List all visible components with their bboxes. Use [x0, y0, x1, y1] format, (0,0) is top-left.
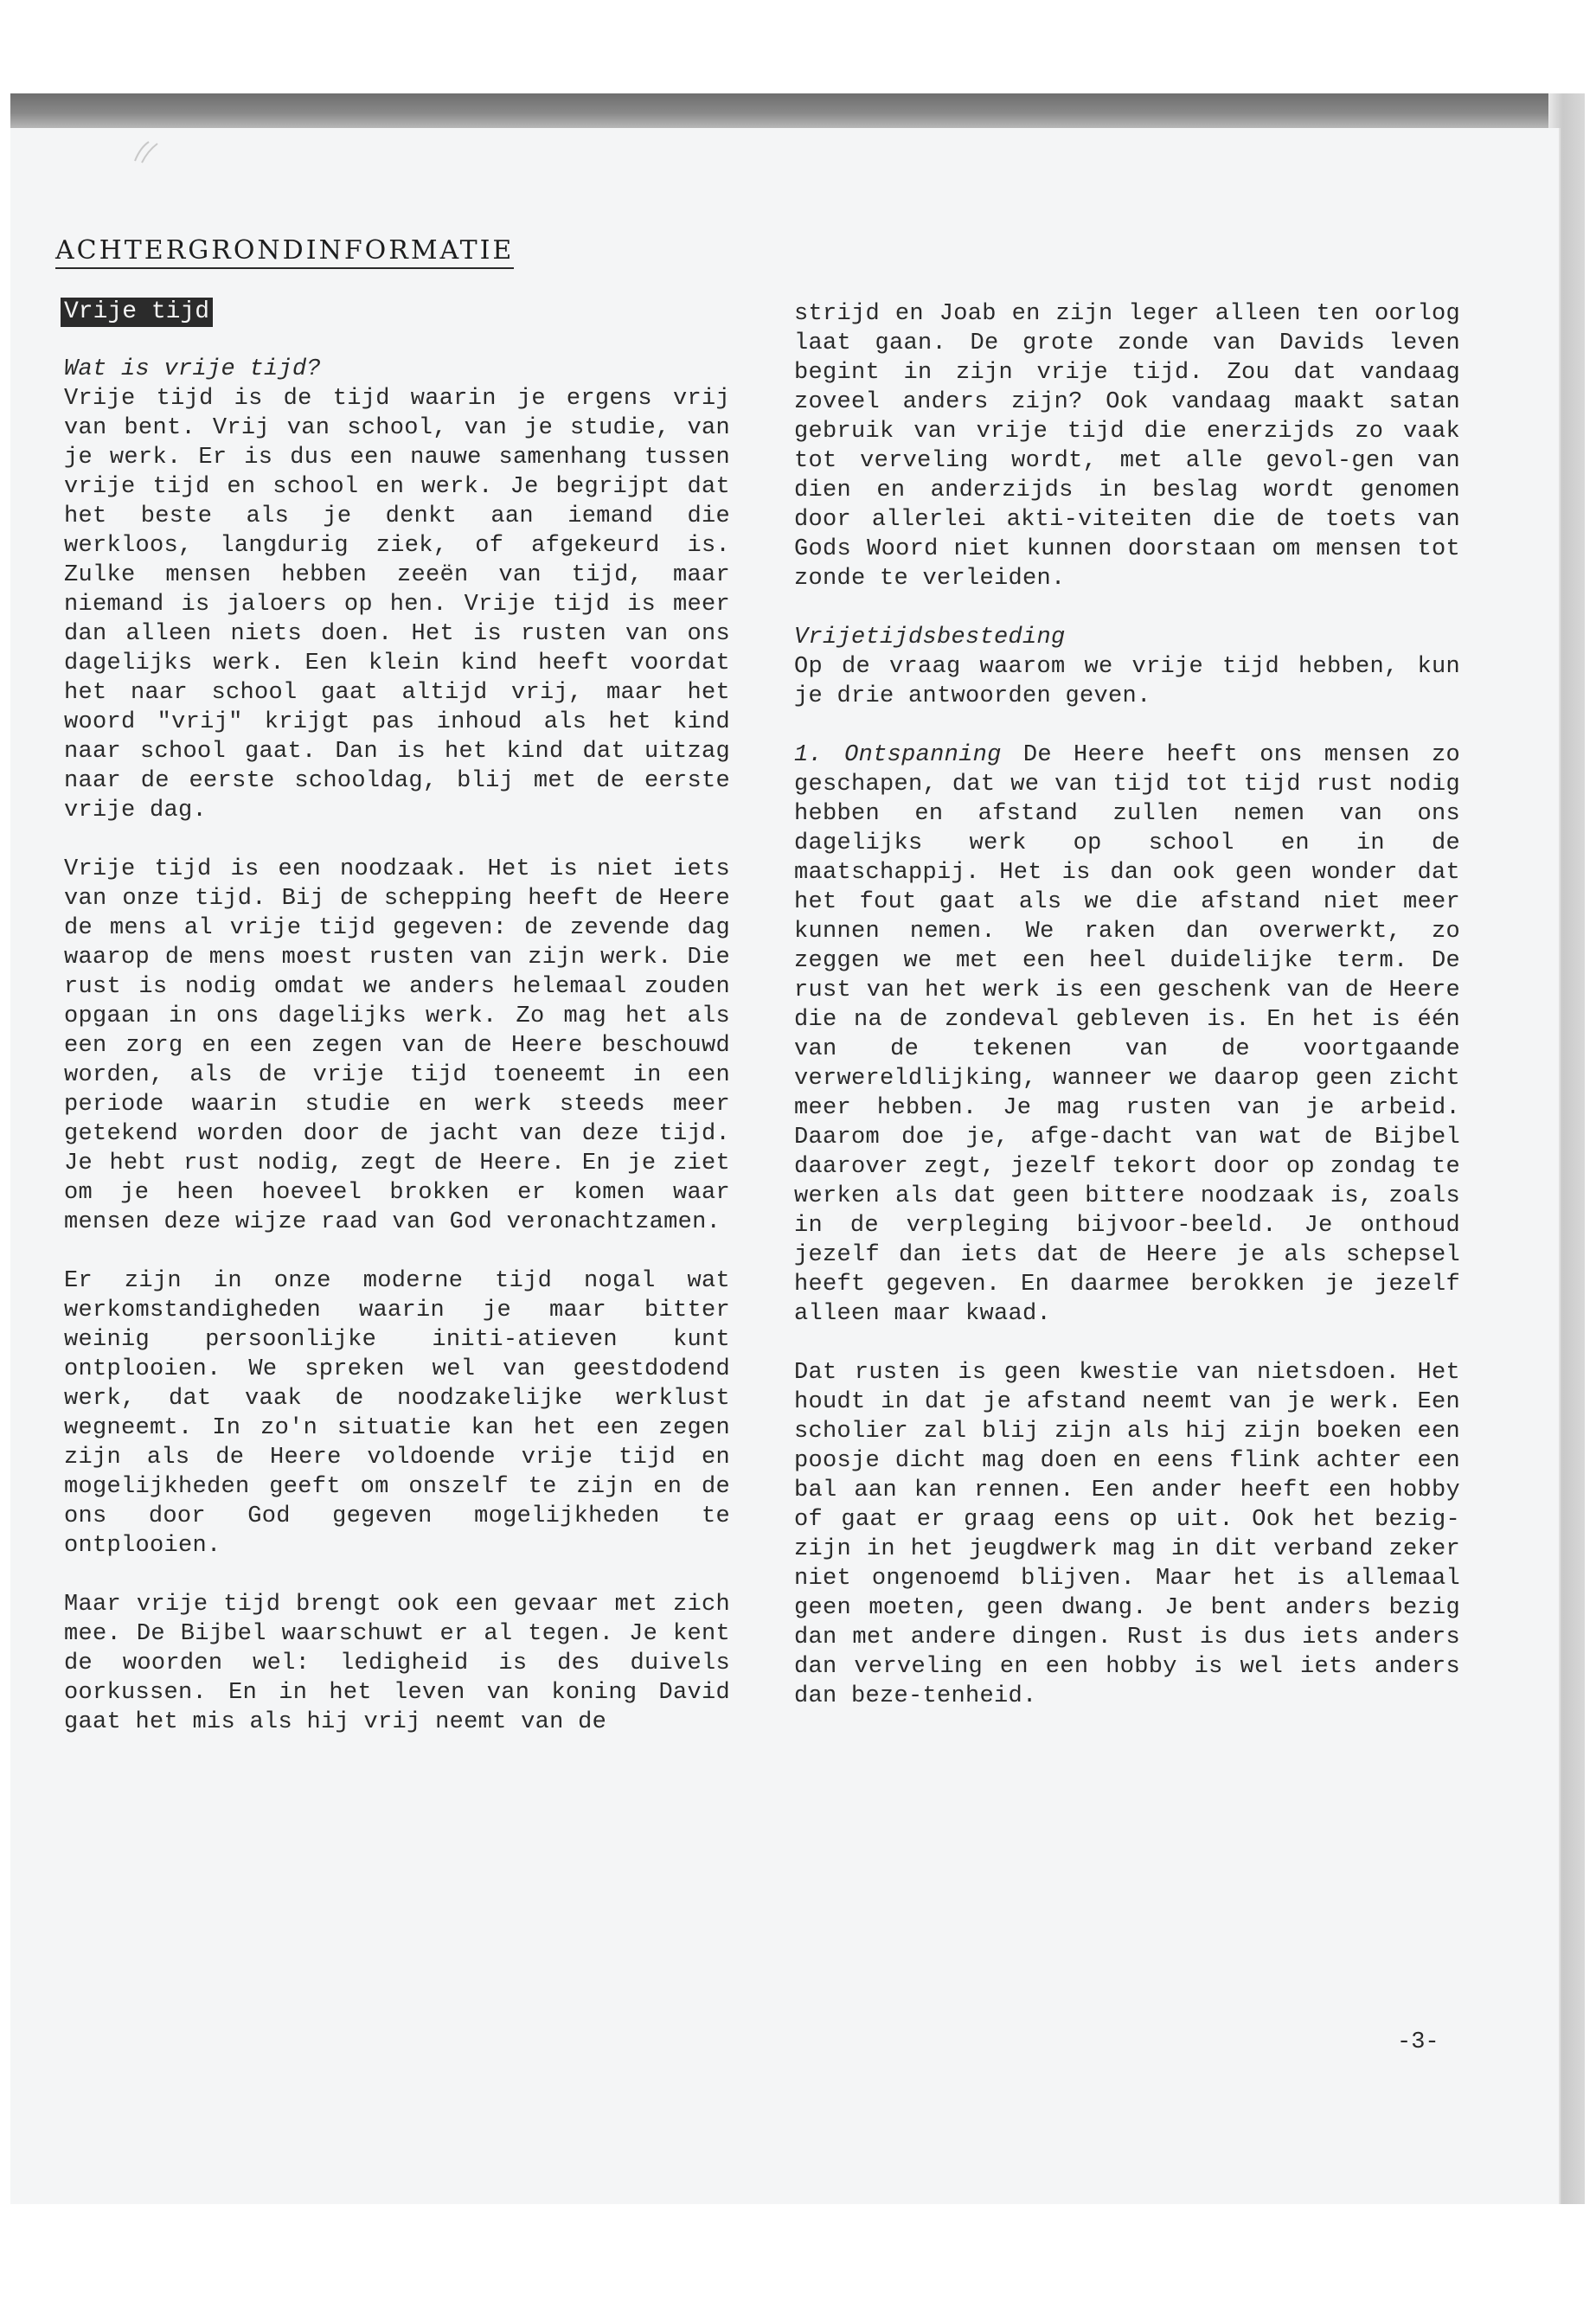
page-number: -3-	[1397, 2029, 1439, 2055]
right-column	[794, 299, 1460, 1740]
point-label: 1. Ontspanning	[794, 742, 1002, 768]
paragraph: Maar vrije tijd brengt ook een gevaar met zich mee. De Bijbel waarschuwt er al tegen. Je kent de woorden wel: ledigheid is des duivels oorkussen. En in het leven van koning David gaat het mis als hij vrij neemt van de	[64, 1592, 730, 1735]
pencil-mark-icon	[130, 137, 164, 166]
question-heading: Wat is vrije tijd?	[64, 356, 322, 382]
scan-edge-top	[10, 93, 1585, 130]
point-text: De Heere heeft ons mensen zo geschapen, dat we van tijd tot tijd rust nodig hebben en afstand zullen nemen van ons dagelijks werk op school en in de maatschappij. Het is dan ook geen wonder dat het fout gaat als we die afstand niet meer kunnen nemen. We raken dan overwerkt, zo zeggen we met een heel duidelijke term. De rust van het werk is een geschenk van de Heere die na de zondeval gebleven is. En het is één van de tekenen van de voortgaande verwereldlijking, wanneer we daarop geen zicht meer hebben. Je mag rusten van je arbeid. Daarom doe je, afge-dacht van wat de Bijbel daarover zegt, jezelf tekort door op zondag te werken als dat geen bittere noodzaak is, zoals in de verpleging bijvoor-beeld. Je onthoud jezelf dan iets dat de Heere je als schepsel heeft gegeven. En daarmee berokken je jezelf alleen maar kwaad.	[794, 742, 1460, 1327]
left-column	[64, 355, 730, 1766]
paragraph: Vrije tijd is een noodzaak. Het is niet iets van onze tijd. Bij de schepping heeft de Heere de mens al vrije tijd gegeven: de zevende dag waarop de mens moest rusten van zijn werk. Die rust is nodig omdat we anders helemaal zouden opgaan in ons dagelijks werk. Zo mag het als een zorg en een zegen van de Heere beschouwd worden, als de vrije tijd toeneemt in een periode waarin studie en werk steeds meer getekend worden door de jacht van deze tijd. Je hebt rust nodig, zegt de Heere. En je ziet om je heen hoeveel brokken er komen waar mensen deze wijze raad van God veronachtzamen.	[64, 856, 730, 1235]
paragraph: Vrije tijd is de tijd waarin je ergens vrij van bent. Vrij van school, van je studie, van je werk. Er is dus een nauwe samenhang tussen vrije tijd en school en werk. Je begrijpt dat het beste als je denkt aan iemand die werkloos, langdurig ziek, of afgekeurd is. Zulke mensen hebben zeeën van tijd, maar niemand is jaloers op hen. Vrije tijd is meer dan alleen niets doen. Het is rusten van ons dagelijks werk. Een klein kind heeft voordat het naar school gaat altijd vrij, maar het woord "vrij" krijgt pas inhoud als het kind naar school gaat. Dan is het kind dat uitzag naar de eerste schooldag, blij met de eerste vrije dag.	[64, 386, 730, 824]
paragraph: Op de vraag waarom we vrije tijd hebben, kun je drie antwoorden geven.	[794, 654, 1460, 709]
paragraph: strijd en Joab en zijn leger alleen ten oorlog laat gaan. De grote zonde van Davids leven begint in zijn vrije tijd. Zou dat vandaag zoveel anders zijn? Ook vandaag maakt satan gebruik van vrije tijd die enerzijds zo vaak tot verveling wordt, met alle gevol-gen van dien en anderzijds in beslag wordt genomen door allerlei akti-viteiten die de toets van Gods Woord niet kunnen doorstaan om mensen tot zonde te verleiden.	[794, 301, 1460, 592]
subtitle-label: Vrije tijd	[61, 298, 213, 327]
numbered-point	[794, 740, 1460, 1329]
paragraph: Dat rusten is geen kwestie van nietsdoen. Het houdt in dat je afstand neemt van je werk. Een scholier zal blij zijn als hij zijn boeken een poosje dicht mag doen en eens flink achter een bal aan kan rennen. Een ander heeft een hobby of gaat er graag eens op uit. Ook het bezig-zijn in het jeugdwerk mag in dit verband zeker niet ongenoemd blijven. Maar het is allemaal geen moeten, geen dwang. Je bent anders bezig dan met andere dingen. Rust is dus iets anders dan verveling en een hobby is wel iets anders dan beze-tenheid.	[794, 1360, 1460, 1709]
paragraph: Er zijn in onze moderne tijd nogal wat werkomstandigheden waarin je maar bitter weinig persoonlijke initi-atieven kunt ontplooien. We spreken wel van geestdodend werk, dat vaak de noodzakelijke werklust wegneemt. In zo'n situatie kan het een zegen zijn als de Heere voldoende vrije tijd en mogelijkheden geeft om onszelf te zijn en de ons door God gegeven mogelijkheden te ontplooien.	[64, 1268, 730, 1559]
section-title: ACHTERGRONDINFORMATIE	[55, 235, 514, 269]
subheading: Vrijetijdsbesteding	[794, 625, 1066, 651]
